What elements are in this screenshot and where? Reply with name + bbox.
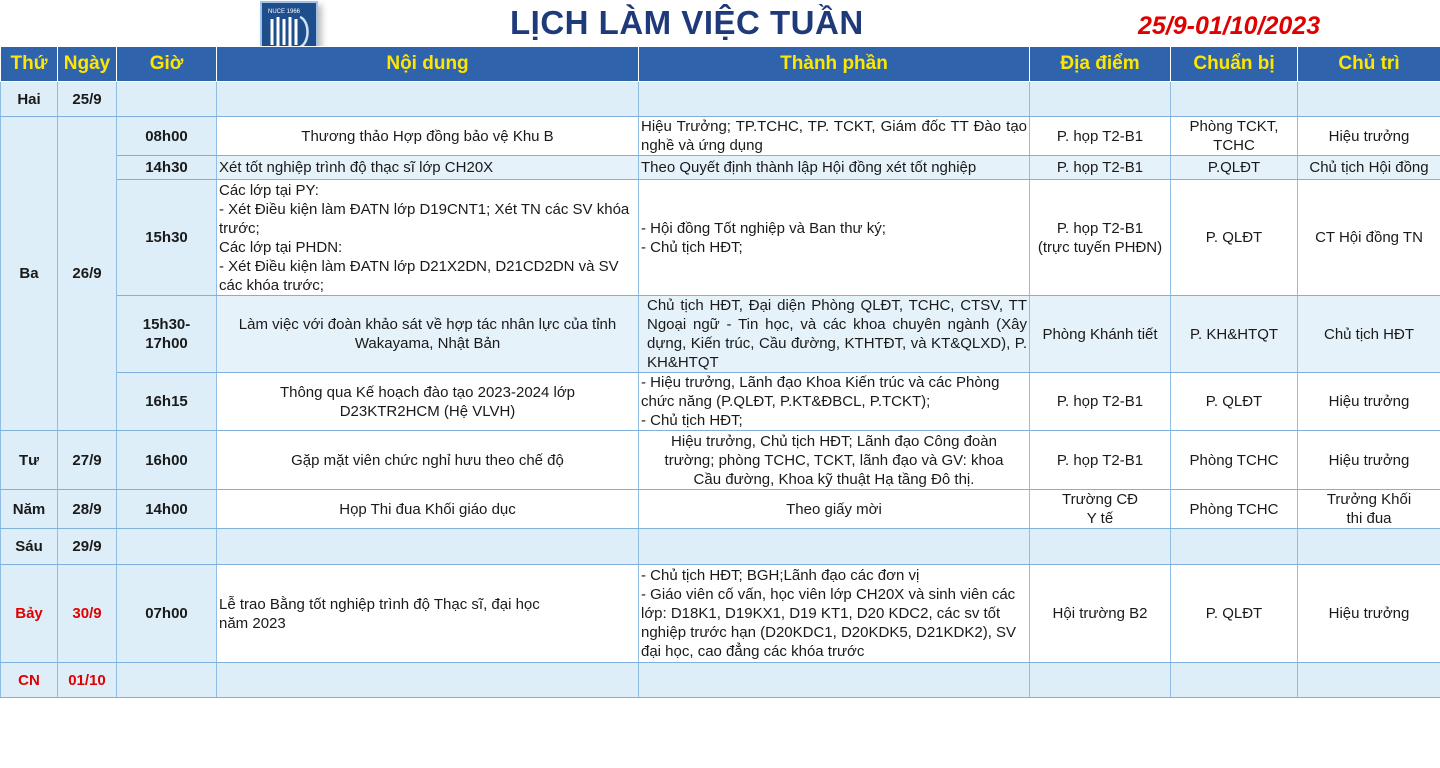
content-line: Các lớp tại PHDN: <box>219 238 343 256</box>
content-cell <box>217 529 639 565</box>
column-header-preparation: Chuẩn bị <box>1171 47 1298 82</box>
preparation-line: Phòng TCKT, <box>1189 118 1279 135</box>
day-cell: Bảy <box>1 565 58 663</box>
content-line: Lễ trao Bằng tốt nghiệp trình độ Thạc sĩ, đại học <box>219 595 540 613</box>
content-line: - Xét Điều kiện làm ĐATN lớp D21X2DN, D21CD2DN và SV các khóa trước; <box>219 257 619 294</box>
participants-cell <box>639 82 1030 117</box>
preparation-cell: P. QLĐT <box>1171 565 1298 663</box>
location-cell <box>1030 82 1171 117</box>
day-cell: Năm <box>1 490 58 529</box>
preparation-cell <box>1171 663 1298 698</box>
location-line: Trường CĐ <box>1062 491 1138 508</box>
schedule-table <box>0 46 1440 698</box>
participants-cell <box>639 373 1030 431</box>
location-cell: P. họp T2-B1 <box>1030 156 1171 180</box>
table-row <box>1 296 1440 373</box>
date-cell: 25/9 <box>58 82 117 117</box>
chair-line: thi đua <box>1346 510 1392 527</box>
chair-cell <box>1298 490 1440 529</box>
column-header-date: Ngày <box>58 47 117 82</box>
column-header-day: Thứ <box>1 47 58 82</box>
table-row <box>1 490 1440 529</box>
participants-cell <box>639 180 1030 296</box>
content-cell <box>217 82 639 117</box>
chair-line: Trưởng Khối <box>1326 491 1412 508</box>
time-cell <box>117 82 217 117</box>
preparation-cell: P. QLĐT <box>1171 373 1298 431</box>
location-line: Y tế <box>1086 510 1114 527</box>
date-cell: 01/10 <box>58 663 117 698</box>
day-cell: Tư <box>1 431 58 490</box>
day-cell: Hai <box>1 82 58 117</box>
preparation-cell: Phòng TCHC <box>1171 431 1298 490</box>
page-title: LỊCH LÀM VIỆC TUẦN <box>510 4 864 41</box>
time-cell: 16h15 <box>117 373 217 431</box>
location-cell: P. họp T2-B1 <box>1030 117 1171 156</box>
content-line: Các lớp tại PY: <box>219 181 319 199</box>
time-cell <box>117 663 217 698</box>
column-header-content: Nội dung <box>217 47 639 82</box>
participants-cell: Theo Quyết định thành lập Hội đồng xét tốt nghiệp <box>639 156 1030 180</box>
location-cell: P. họp T2-B1 <box>1030 431 1171 490</box>
page-header <box>0 0 1440 46</box>
participants-cell: Chủ tịch HĐT, Đại diện Phòng QLĐT, TCHC, CTSV, TT Ngoại ngữ - Tin học, và các khoa chuyên ngành (Xây dựng, Kiến trúc, Cầu đường, KTHTĐT, và KT&QLXD), P. KH&HTQT <box>639 296 1030 373</box>
location-cell: Hội trường B2 <box>1030 565 1171 663</box>
location-cell <box>1030 180 1171 296</box>
column-header-participants: Thành phần <box>639 47 1030 82</box>
preparation-cell: P. QLĐT <box>1171 180 1298 296</box>
time-cell <box>117 296 217 373</box>
day-cell: CN <box>1 663 58 698</box>
location-cell <box>1030 529 1171 565</box>
table-row <box>1 529 1440 565</box>
column-header-chair: Chủ trì <box>1298 47 1440 82</box>
chair-cell <box>1298 663 1440 698</box>
content-cell: Thương thảo Hợp đồng bảo vệ Khu B <box>217 117 639 156</box>
preparation-line: TCHC <box>1213 137 1255 154</box>
participants-cell: Hiệu Trưởng; TP.TCHC, TP. TCKT, Giám đốc TT Đào tạo nghề và ứng dụng <box>639 117 1030 156</box>
chair-cell: Hiệu trưởng <box>1298 117 1440 156</box>
date-cell: 30/9 <box>58 565 117 663</box>
chair-cell: Hiệu trưởng <box>1298 431 1440 490</box>
date-cell: 27/9 <box>58 431 117 490</box>
chair-cell: Hiệu trưởng <box>1298 565 1440 663</box>
participants-line: - Hội đồng Tốt nghiệp và Ban thư ký; <box>641 219 886 237</box>
preparation-cell <box>1171 117 1298 156</box>
preparation-cell <box>1171 82 1298 117</box>
location-cell: Phòng Khánh tiết <box>1030 296 1171 373</box>
participants-line: - Chủ tịch HĐT; BGH;Lãnh đạo các đơn vị <box>641 567 920 584</box>
day-cell: Sáu <box>1 529 58 565</box>
logo-text: NUCE 1966 <box>268 9 301 15</box>
chair-cell: Hiệu trưởng <box>1298 373 1440 431</box>
preparation-cell: P.QLĐT <box>1171 156 1298 180</box>
column-header-location: Địa điểm <box>1030 47 1171 82</box>
location-cell: P. họp T2-B1 <box>1030 373 1171 431</box>
preparation-cell <box>1171 529 1298 565</box>
table-row <box>1 663 1440 698</box>
time-line: 15h30- <box>142 316 191 333</box>
content-line: - Xét Điều kiện làm ĐATN lớp D19CNT1; Xét TN các SV khóa trước; <box>219 200 630 237</box>
chair-cell: Chủ tịch HĐT <box>1298 296 1440 373</box>
content-cell: Gặp mặt viên chức nghỉ hưu theo chế độ <box>217 431 639 490</box>
content-cell <box>217 663 639 698</box>
table-row <box>1 180 1440 296</box>
date-cell: 26/9 <box>58 117 117 431</box>
participants-cell <box>639 663 1030 698</box>
chair-cell <box>1298 529 1440 565</box>
participants-line: - Chủ tịch HĐT; <box>641 412 743 429</box>
table-row <box>1 373 1440 431</box>
chair-cell: Chủ tịch Hội đồng <box>1298 156 1440 180</box>
chair-cell: CT Hội đồng TN <box>1298 180 1440 296</box>
time-cell: 14h30 <box>117 156 217 180</box>
content-cell: Làm việc với đoàn khảo sát về hợp tác nhân lực của tỉnh Wakayama, Nhật Bản <box>217 296 639 373</box>
location-line: P. họp T2-B1 <box>1056 219 1144 237</box>
location-line: (trực tuyến PHĐN) <box>1037 238 1163 256</box>
participants-cell: Theo giấy mời <box>639 490 1030 529</box>
participants-cell: Hiệu trưởng, Chủ tịch HĐT; Lãnh đạo Công đoàn trường; phòng TCHC, TCKT, lãnh đạo và GV: khoa Cầu đường, Khoa kỹ thuật Hạ tầng Đô thị. <box>639 431 1030 490</box>
table-row <box>1 117 1440 156</box>
content-cell: Họp Thi đua Khối giáo dục <box>217 490 639 529</box>
time-cell: 16h00 <box>117 431 217 490</box>
time-cell <box>117 529 217 565</box>
preparation-cell: P. KH&HTQT <box>1171 296 1298 373</box>
time-cell: 15h30 <box>117 180 217 296</box>
chair-cell <box>1298 82 1440 117</box>
date-cell: 29/9 <box>58 529 117 565</box>
content-cell: Thông qua Kế hoạch đào tạo 2023-2024 lớp D23KTR2HCM (Hệ VLVH) <box>217 373 639 431</box>
column-header-time: Giờ <box>117 47 217 82</box>
day-cell: Ba <box>1 117 58 431</box>
time-cell: 07h00 <box>117 565 217 663</box>
participants-line: - Giáo viên cố vấn, học viên lớp CH20X và sinh viên các lớp: D18K1, D19KX1, D19 KT1, D20 KDC2, các sv tốt nghiệp trước hạn (D20KDC1, D20KDK5, D21KDK2), SV đại học, cao đẳng các khóa trước <box>641 586 1017 660</box>
table-row <box>1 156 1440 180</box>
preparation-cell: Phòng TCHC <box>1171 490 1298 529</box>
content-line: năm 2023 <box>219 614 286 632</box>
table-header-row <box>1 47 1440 82</box>
time-line: 17h00 <box>145 335 188 352</box>
content-cell <box>217 180 639 296</box>
time-cell: 08h00 <box>117 117 217 156</box>
week-date-range: 25/9-01/10/2023 <box>1138 12 1321 40</box>
participants-line: - Chủ tịch HĐT; <box>641 238 743 256</box>
location-cell <box>1030 663 1171 698</box>
time-cell: 14h00 <box>117 490 217 529</box>
table-row <box>1 565 1440 663</box>
content-cell <box>217 565 639 663</box>
content-cell: Xét tốt nghiệp trình độ thạc sĩ lớp CH20X <box>217 156 639 180</box>
table-row <box>1 82 1440 117</box>
participants-line: - Hiệu trưởng, Lãnh đạo Khoa Kiến trúc và các Phòng chức năng (P.QLĐT, P.KT&ĐBCL, P.TCKT); <box>641 374 1000 410</box>
location-cell <box>1030 490 1171 529</box>
participants-cell <box>639 529 1030 565</box>
participants-cell <box>639 565 1030 663</box>
date-cell: 28/9 <box>58 490 117 529</box>
table-row <box>1 431 1440 490</box>
